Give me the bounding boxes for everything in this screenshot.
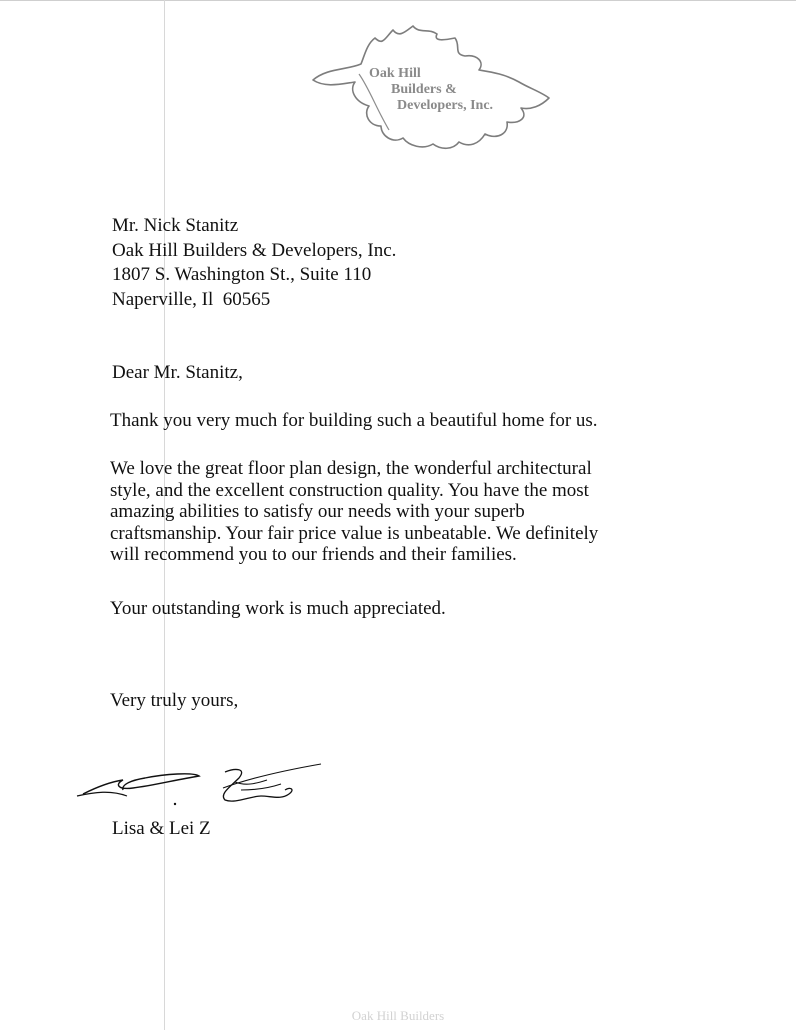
paragraph-thanks: Thank you very much for building such a beautiful home for us.: [110, 410, 598, 431]
paragraph-praise: [110, 458, 598, 566]
footer-watermark: Oak Hill Builders: [351, 1008, 445, 1023]
page-top-edge: [0, 0, 796, 1]
recipient-name: Mr. Nick Stanitz: [112, 215, 239, 236]
recipient-street: 1807 S. Washington St., Suite 110: [112, 264, 372, 285]
paragraph-line: We love the great floor plan design, the wonderful architectural: [110, 458, 592, 479]
paragraph-appreciation: Your outstanding work is much appreciated.: [110, 598, 446, 619]
logo-text-line3: Developers, Inc.: [397, 98, 494, 113]
paragraph-line: style, and the excellent construction quality. You have the most: [110, 479, 589, 501]
recipient-address: [112, 214, 396, 312]
salutation: Dear Mr. Stanitz,: [112, 362, 243, 383]
paragraph-line: amazing abilities to satisfy our needs with your superb: [110, 501, 525, 522]
recipient-company: Oak Hill Builders & Developers, Inc.: [112, 239, 397, 261]
logo-text-line2: Builders &: [391, 82, 457, 97]
oak-leaf-logo: [305, 18, 555, 153]
signer-name: Lisa & Lei Z: [112, 818, 211, 839]
closing: Very truly yours,: [110, 690, 239, 711]
logo-text-line1: Oak Hill: [369, 66, 421, 81]
handwritten-signature: [75, 760, 335, 820]
recipient-city: Naperville, Il 60565: [112, 288, 271, 310]
paragraph-line: will recommend you to our friends and their families.: [110, 544, 517, 565]
paragraph-line: craftsmanship. Your fair price value is unbeatable. We definitely: [110, 522, 599, 544]
